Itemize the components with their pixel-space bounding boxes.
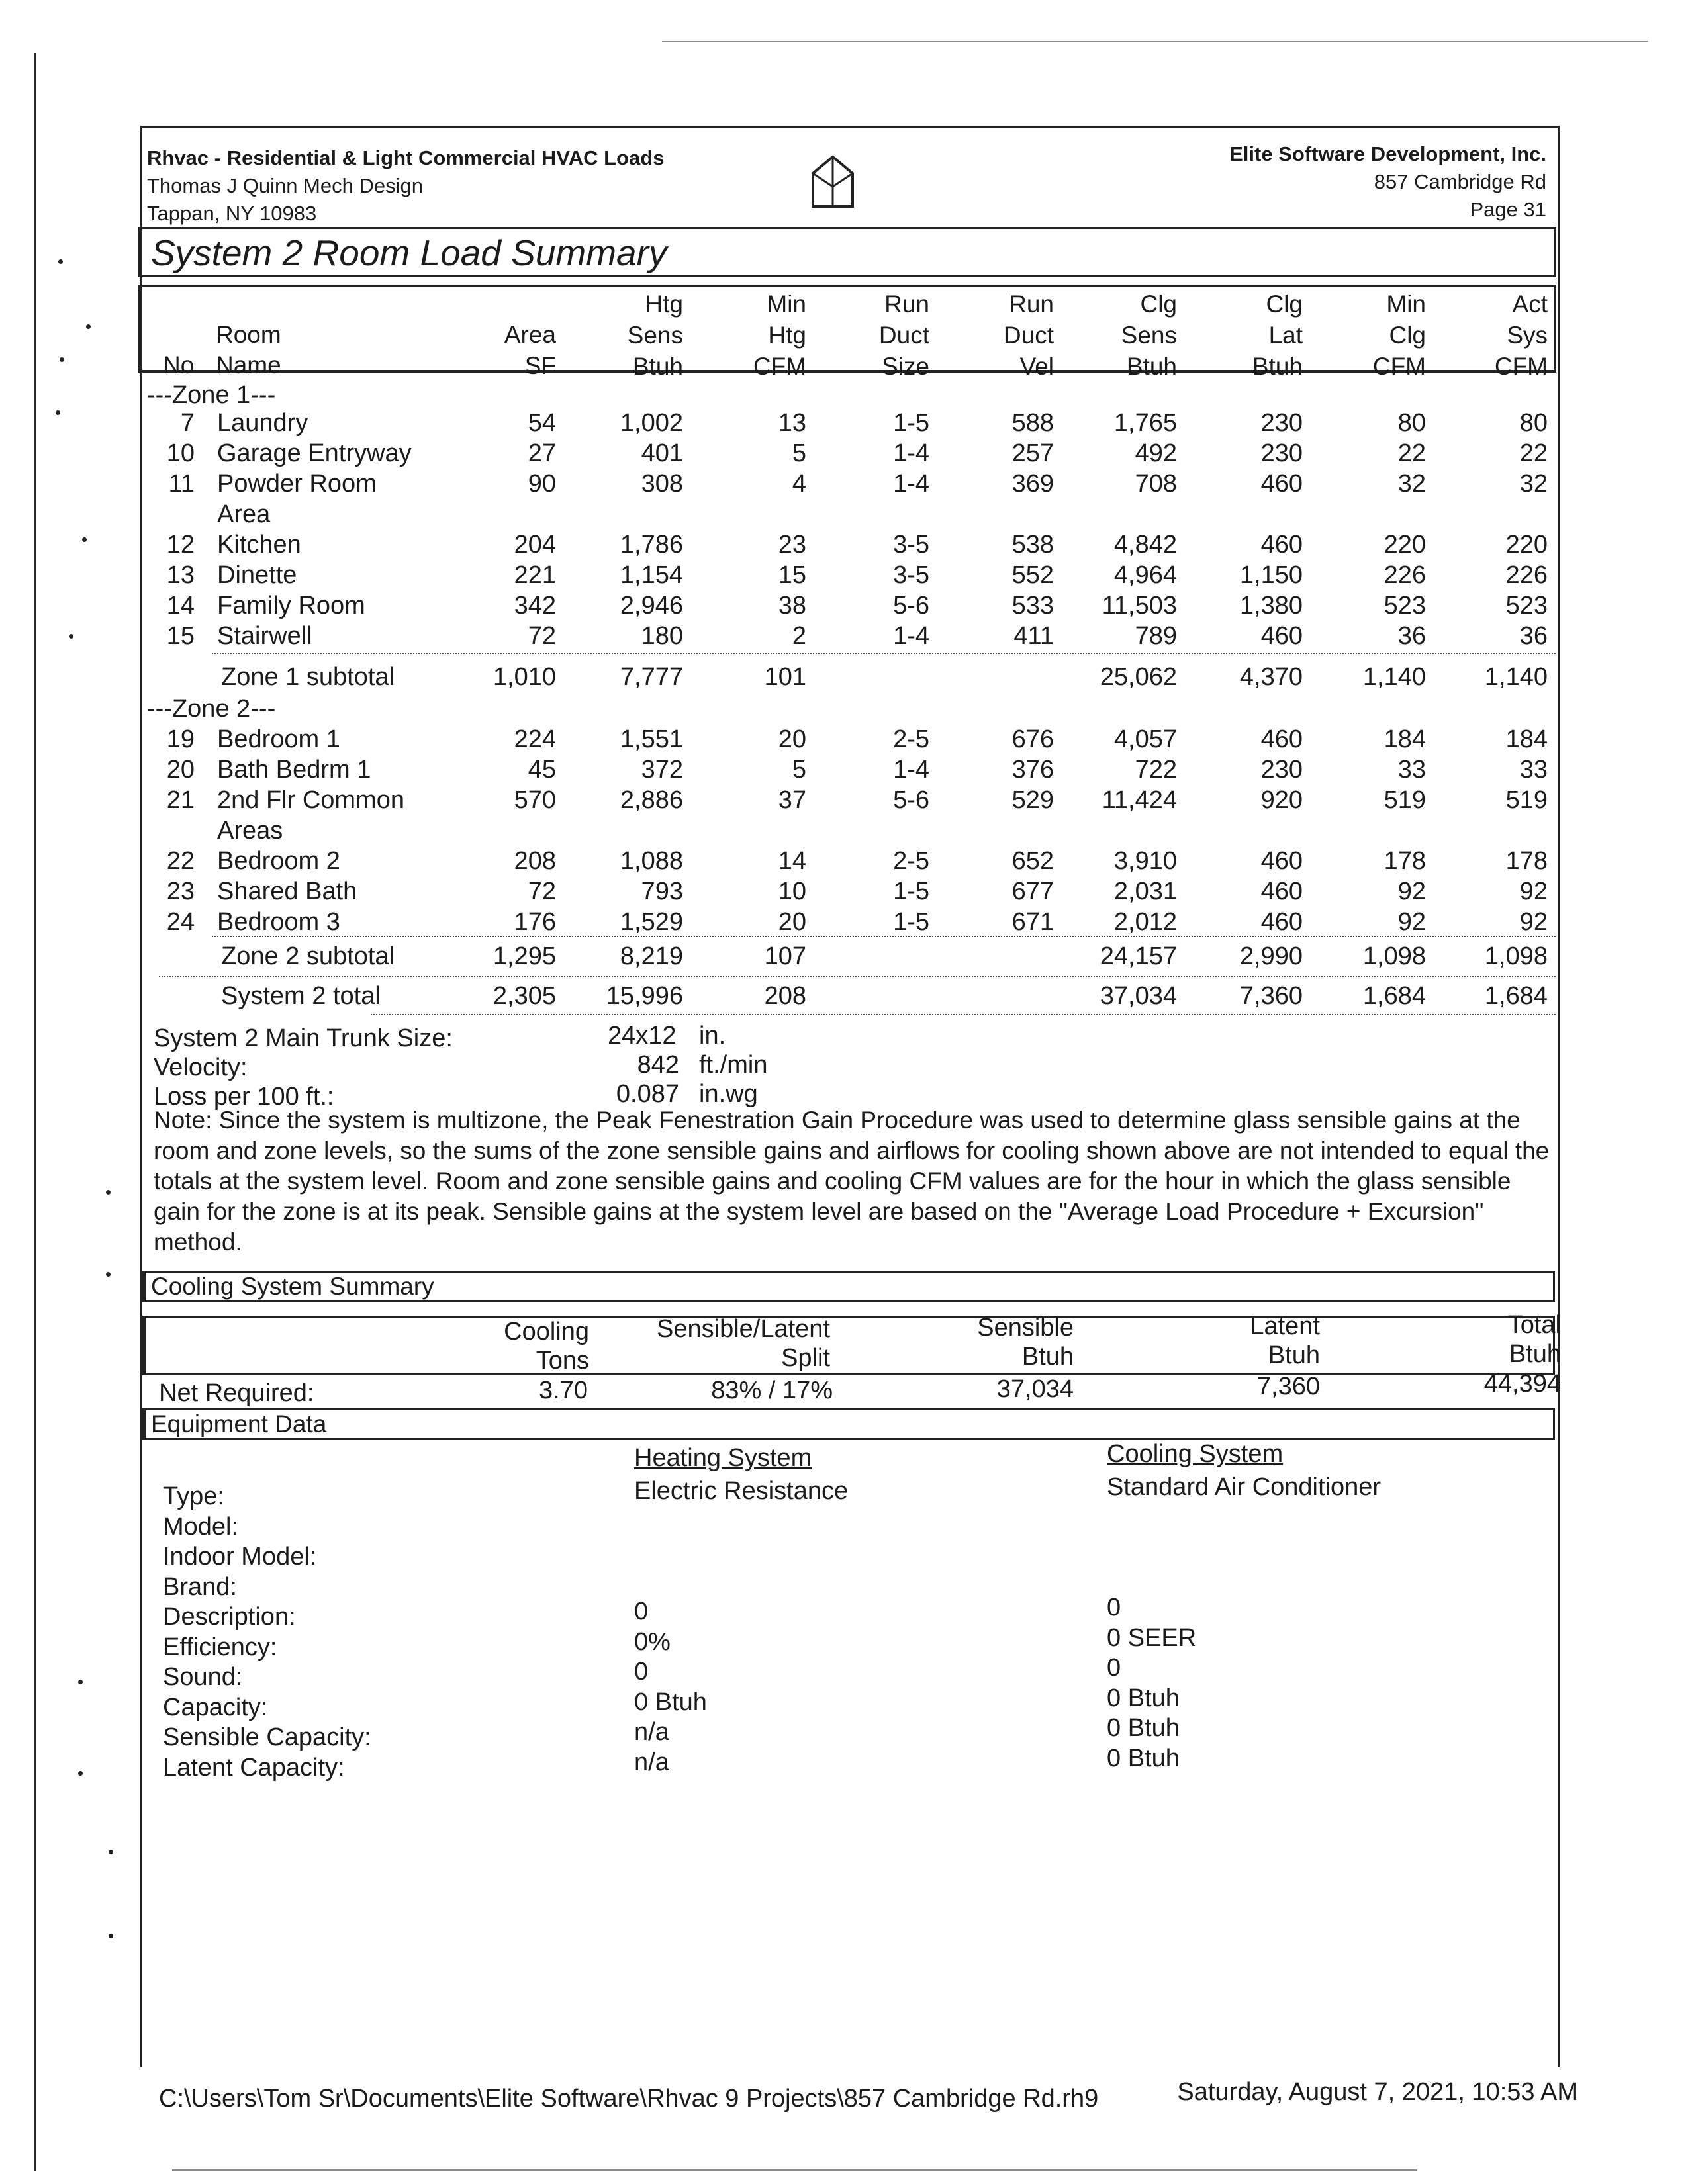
- cell-csens: 492: [1135, 439, 1177, 467]
- equipment-label: Efficiency:: [163, 1633, 277, 1661]
- sensible-header: Sensible Btuh: [977, 1314, 1074, 1371]
- cell-htg: 401: [641, 439, 683, 467]
- cell-minhtg: 23: [778, 531, 806, 559]
- cell-vel: 677: [1011, 878, 1054, 905]
- cell-act: 226: [1505, 561, 1548, 589]
- table-row: [0, 786, 1688, 817]
- heating-value: 0 Btuh: [634, 1688, 707, 1716]
- company-name: Thomas J Quinn Mech Design: [147, 174, 423, 197]
- row-label: Zone 2 subtotal: [221, 942, 395, 970]
- zone2-separator: [212, 936, 1556, 937]
- cell-htg: 180: [641, 622, 683, 650]
- net-sensible-value: 37,034: [996, 1375, 1074, 1403]
- equipment-label: Capacity:: [163, 1693, 268, 1721]
- col-htg-sens-header: Htg Sens Btuh: [627, 291, 683, 380]
- equipment-label: Brand:: [163, 1572, 237, 1601]
- cell-act: 80: [1519, 409, 1548, 437]
- cell-csens: 11,424: [1102, 786, 1177, 814]
- cell-csens: 2,031: [1113, 878, 1177, 905]
- cell-minclg: 1,684: [1362, 982, 1426, 1010]
- heating-value: 0: [634, 1658, 649, 1686]
- row-label: System 2 total: [221, 982, 381, 1010]
- col-area-header: Area SF: [504, 321, 556, 379]
- cell-vel: 257: [1011, 439, 1054, 467]
- scan-dot: [86, 324, 91, 329]
- scan-dot: [78, 1771, 83, 1776]
- cell-csens: 4,842: [1113, 531, 1177, 559]
- cell-minclg: 33: [1397, 756, 1426, 784]
- cell-csens: 3,910: [1113, 847, 1177, 875]
- room-number: 19: [166, 725, 195, 753]
- cell-htg: 1,154: [620, 561, 683, 589]
- table-row: [0, 622, 1688, 653]
- cell-vel: 411: [1013, 622, 1054, 650]
- table-row: [0, 663, 1688, 694]
- col-name-label: Name: [216, 351, 281, 379]
- cell-minclg: 32: [1397, 470, 1426, 498]
- scan-dot: [60, 357, 64, 362]
- room-name: Bedroom 2: [217, 847, 340, 875]
- cell-vel: 588: [1011, 409, 1054, 437]
- cell-csens: 11,503: [1102, 592, 1177, 619]
- room-number: 12: [166, 531, 195, 559]
- cell-act: 1,684: [1484, 982, 1548, 1010]
- cell-act: 33: [1519, 756, 1548, 784]
- cell-act: 22: [1519, 439, 1548, 467]
- cell-act: 36: [1519, 622, 1548, 650]
- cell-area: 90: [528, 470, 556, 498]
- column-header-box: [138, 285, 1556, 373]
- cell-clat: 230: [1260, 756, 1303, 784]
- loss-value: 0.087: [616, 1080, 679, 1108]
- cell-htg: 7,777: [620, 663, 683, 691]
- cell-area: 2,305: [492, 982, 556, 1010]
- cell-csens: 1,765: [1113, 409, 1177, 437]
- cell-minhtg: 20: [778, 725, 806, 753]
- equipment-label: Indoor Model:: [163, 1543, 317, 1570]
- cell-minhtg: 2: [792, 622, 806, 650]
- room-name: Kitchen: [217, 531, 301, 559]
- cell-minhtg: 5: [792, 756, 806, 784]
- scan-dot: [78, 1680, 83, 1684]
- zone2-label: ---Zone 2---: [147, 695, 276, 723]
- cell-minclg: 92: [1397, 908, 1426, 936]
- cell-minhtg: 10: [778, 878, 806, 905]
- print-timestamp: Saturday, August 7, 2021, 10:53 AM: [1177, 2078, 1578, 2106]
- row-label: Zone 1 subtotal: [221, 663, 395, 691]
- scan-top-line: [662, 41, 1648, 42]
- cooling-value: Standard Air Conditioner: [1107, 1473, 1382, 1501]
- cell-csens: 722: [1135, 756, 1177, 784]
- room-number: 23: [166, 878, 195, 905]
- vendor-address: 857 Cambridge Rd: [1374, 170, 1546, 193]
- trunk-size-value: 24x12: [608, 1022, 677, 1050]
- room-name-continued: Area: [217, 500, 271, 528]
- cooling-summary-box: [142, 1271, 1555, 1302]
- table-row: [0, 878, 1688, 908]
- cell-htg: 2,946: [620, 592, 683, 619]
- scan-dot: [58, 259, 63, 264]
- scan-dot: [106, 1190, 111, 1195]
- room-name: Bedroom 3: [217, 908, 340, 936]
- cell-clat: 1,150: [1239, 561, 1303, 589]
- cell-area: 224: [514, 725, 556, 753]
- cell-act: 1,140: [1484, 663, 1548, 691]
- cell-clat: 460: [1260, 622, 1303, 650]
- cell-minclg: 80: [1397, 409, 1426, 437]
- room-number: 13: [166, 561, 195, 589]
- col-run-duct-size-header: Run Duct Size: [878, 291, 929, 380]
- scan-dot: [109, 1934, 113, 1938]
- cell-minhtg: 107: [764, 942, 806, 970]
- equipment-data-title: Equipment Data: [151, 1410, 327, 1437]
- cooling-value: 0 Btuh: [1107, 1684, 1180, 1712]
- cell-clat: 4,370: [1239, 663, 1303, 691]
- cell-size: 1-5: [893, 908, 929, 936]
- cell-clat: 460: [1260, 470, 1303, 498]
- table-row: [0, 847, 1688, 878]
- cell-area: 204: [514, 531, 556, 559]
- cell-minhtg: 37: [778, 786, 806, 814]
- room-name: Powder Room: [217, 470, 377, 498]
- cell-size: 3-5: [893, 531, 929, 559]
- cooling-summary-header-box: [142, 1316, 1555, 1375]
- cell-area: 208: [514, 847, 556, 875]
- cell-minclg: 226: [1383, 561, 1426, 589]
- cell-minclg: 178: [1383, 847, 1426, 875]
- cell-minclg: 92: [1397, 878, 1426, 905]
- cell-minhtg: 20: [778, 908, 806, 936]
- cell-minclg: 519: [1383, 786, 1426, 814]
- cell-act: 32: [1519, 470, 1548, 498]
- room-name: Stairwell: [217, 622, 312, 650]
- cell-minhtg: 15: [778, 561, 806, 589]
- net-required-label: Net Required:: [159, 1379, 314, 1407]
- loss-unit: in.wg: [699, 1080, 758, 1108]
- cell-minclg: 220: [1383, 531, 1426, 559]
- scan-edge-line: [34, 53, 36, 2171]
- cell-clat: 920: [1260, 786, 1303, 814]
- room-name: Bath Bedrm 1: [217, 756, 371, 784]
- company-location: Tappan, NY 10983: [147, 202, 317, 225]
- cell-vel: 552: [1011, 561, 1054, 589]
- net-split-value: 83% / 17%: [711, 1377, 833, 1404]
- cell-area: 54: [528, 409, 556, 437]
- table-row: [0, 942, 1688, 973]
- cell-clat: 460: [1260, 847, 1303, 875]
- col-act-sys-header: Act Sys CFM: [1494, 291, 1548, 380]
- room-number: 11: [168, 470, 195, 498]
- room-name: Dinette: [217, 561, 297, 589]
- cell-act: 92: [1519, 878, 1548, 905]
- cell-minclg: 523: [1383, 592, 1426, 619]
- room-name-continued: Areas: [217, 817, 283, 844]
- cell-htg: 372: [641, 756, 683, 784]
- loss-label: Loss per 100 ft.:: [154, 1083, 334, 1111]
- cell-htg: 2,886: [620, 786, 683, 814]
- cell-csens: 708: [1135, 470, 1177, 498]
- cooling-system-title: Cooling System: [1107, 1440, 1284, 1468]
- heating-value: 0%: [634, 1627, 671, 1656]
- col-run-duct-vel-header: Run Duct Vel: [1003, 291, 1054, 380]
- room-name: 2nd Flr Common: [217, 786, 404, 814]
- cell-vel: 652: [1011, 847, 1054, 875]
- velocity-label: Velocity:: [154, 1054, 248, 1081]
- net-total-value: 44,394: [1483, 1370, 1561, 1398]
- total-header: Total Btuh: [1507, 1311, 1561, 1368]
- cooling-value: 0 Btuh: [1107, 1714, 1180, 1742]
- room-number: 7: [180, 409, 195, 437]
- page-title: System 2 Room Load Summary: [151, 232, 667, 273]
- heating-value: Electric Resistance: [634, 1477, 849, 1505]
- equipment-label: Sensible Capacity:: [163, 1723, 371, 1751]
- zone1-label: ---Zone 1---: [147, 381, 276, 409]
- cell-size: 5-6: [893, 592, 929, 619]
- table-row: [0, 439, 1688, 470]
- cell-vel: 676: [1011, 725, 1054, 753]
- cell-clat: 1,380: [1239, 592, 1303, 619]
- total-separator: [371, 1014, 1556, 1015]
- heating-value: 0: [634, 1598, 649, 1625]
- cell-htg: 793: [641, 878, 683, 905]
- cell-minclg: 184: [1383, 725, 1426, 753]
- cell-act: 220: [1505, 531, 1548, 559]
- cell-area: 221: [514, 561, 556, 589]
- cell-area: 27: [528, 439, 556, 467]
- heating-value: n/a: [634, 1718, 669, 1746]
- cell-csens: 24,157: [1100, 942, 1177, 970]
- net-tons-value: 3.70: [539, 1377, 588, 1404]
- cell-act: 523: [1505, 592, 1548, 619]
- col-min-htg-header: Min Htg CFM: [753, 291, 806, 380]
- house-logo-icon: [806, 154, 859, 213]
- cell-minclg: 1,098: [1362, 942, 1426, 970]
- cell-area: 1,295: [492, 942, 556, 970]
- cell-area: 1,010: [492, 663, 556, 691]
- equipment-data-box: [142, 1408, 1555, 1440]
- report-header-left: [147, 144, 664, 228]
- cell-htg: 1,786: [620, 531, 683, 559]
- room-name: Shared Bath: [217, 878, 357, 905]
- room-number: 15: [166, 622, 195, 650]
- cell-area: 342: [514, 592, 556, 619]
- cell-csens: 37,034: [1100, 982, 1177, 1010]
- col-clg-sens-header: Clg Sens Btuh: [1121, 291, 1177, 380]
- split-header: Sensible/Latent Split: [657, 1315, 830, 1372]
- col-room-label: Room: [216, 321, 281, 348]
- cell-vel: 376: [1011, 756, 1054, 784]
- cell-minclg: 1,140: [1362, 663, 1426, 691]
- cell-size: 5-6: [893, 786, 929, 814]
- cell-size: 3-5: [893, 561, 929, 589]
- cell-htg: 15,996: [606, 982, 683, 1010]
- cell-htg: 8,219: [620, 942, 683, 970]
- cell-vel: 369: [1011, 470, 1054, 498]
- cell-clat: 230: [1260, 409, 1303, 437]
- velocity-unit: ft./min: [699, 1051, 768, 1079]
- table-row: [0, 725, 1688, 756]
- trunk-size-unit: in.: [699, 1022, 726, 1050]
- cell-csens: 789: [1135, 622, 1177, 650]
- cell-htg: 1,002: [620, 409, 683, 437]
- cooling-value: 0: [1107, 1654, 1121, 1682]
- cell-csens: 25,062: [1100, 663, 1177, 691]
- cell-minhtg: 101: [764, 663, 806, 691]
- cell-act: 92: [1519, 908, 1548, 936]
- room-number: 22: [166, 847, 195, 875]
- cell-vel: 538: [1011, 531, 1054, 559]
- cell-area: 72: [528, 622, 556, 650]
- cell-size: 1-5: [893, 878, 929, 905]
- room-name: Family Room: [217, 592, 365, 619]
- table-row: [0, 982, 1688, 1013]
- cooling-value: 0 Btuh: [1107, 1744, 1180, 1772]
- cell-minhtg: 13: [778, 409, 806, 437]
- cooling-value: 0 SEER: [1107, 1623, 1197, 1652]
- cell-size: 1-4: [893, 622, 929, 650]
- heating-value: n/a: [634, 1748, 669, 1776]
- cell-clat: 460: [1260, 531, 1303, 559]
- cell-csens: 2,012: [1113, 908, 1177, 936]
- cell-htg: 1,088: [620, 847, 683, 875]
- cell-htg: 1,551: [620, 725, 683, 753]
- report-header-right: [1229, 140, 1546, 224]
- cell-area: 72: [528, 878, 556, 905]
- cell-size: 1-4: [893, 470, 929, 498]
- heating-system-title: Heating System: [634, 1444, 812, 1472]
- cell-vel: 529: [1011, 786, 1054, 814]
- cell-csens: 4,057: [1113, 725, 1177, 753]
- table-row: [0, 470, 1688, 500]
- cell-clat: 460: [1260, 725, 1303, 753]
- table-row: [0, 409, 1688, 439]
- cell-size: 2-5: [893, 725, 929, 753]
- cell-act: 178: [1505, 847, 1548, 875]
- equipment-label: Latent Capacity:: [163, 1753, 345, 1782]
- subtotal-separator: [159, 976, 1556, 977]
- table-row: [0, 756, 1688, 786]
- cooling-summary-title: Cooling System Summary: [151, 1273, 434, 1300]
- equipment-label: Type:: [163, 1482, 224, 1510]
- cell-vel: 533: [1011, 592, 1054, 619]
- cell-act: 519: [1505, 786, 1548, 814]
- cell-minhtg: 4: [792, 470, 806, 498]
- col-no-label: No: [163, 351, 195, 379]
- room-name: Bedroom 1: [217, 725, 340, 753]
- cell-size: 1-5: [893, 409, 929, 437]
- cell-area: 570: [514, 786, 556, 814]
- cell-minclg: 22: [1397, 439, 1426, 467]
- table-row: [0, 908, 1688, 938]
- cell-act: 1,098: [1484, 942, 1548, 970]
- app-name: Rhvac - Residential & Light Commercial HVAC Loads: [147, 146, 665, 169]
- zone1-separator: [212, 653, 1556, 654]
- col-min-clg-header: Min Clg CFM: [1372, 291, 1426, 380]
- cell-clat: 460: [1260, 908, 1303, 936]
- scan-dot: [106, 1272, 111, 1277]
- cell-minhtg: 14: [778, 847, 806, 875]
- equipment-label: Model:: [163, 1512, 239, 1541]
- cell-act: 184: [1505, 725, 1548, 753]
- room-name: Garage Entryway: [217, 439, 412, 467]
- room-name: Laundry: [217, 409, 308, 437]
- cell-size: 2-5: [893, 847, 929, 875]
- cell-clat: 460: [1260, 878, 1303, 905]
- cooling-tons-header: Cooling Tons: [504, 1318, 589, 1375]
- cell-csens: 4,964: [1113, 561, 1177, 589]
- cell-clat: 230: [1260, 439, 1303, 467]
- cell-area: 45: [528, 756, 556, 784]
- cell-minhtg: 208: [764, 982, 806, 1010]
- cooling-value: 0: [1107, 1594, 1121, 1621]
- cell-htg: 1,529: [620, 908, 683, 936]
- room-number: 24: [166, 908, 195, 936]
- cell-area: 176: [514, 908, 556, 936]
- room-number: 10: [166, 439, 195, 467]
- scan-bottom-line: [172, 2169, 1417, 2171]
- cell-size: 1-4: [893, 756, 929, 784]
- trunk-size-label: System 2 Main Trunk Size:: [154, 1024, 453, 1052]
- cell-clat: 2,990: [1239, 942, 1303, 970]
- net-latent-value: 7,360: [1256, 1373, 1320, 1400]
- table-row: [0, 531, 1688, 561]
- file-path: C:\Users\Tom Sr\Documents\Elite Software\Rhvac 9 Projects\857 Cambridge Rd.rh9: [159, 2085, 1099, 2113]
- equipment-label: Description:: [163, 1603, 296, 1631]
- scan-dot: [109, 1850, 113, 1854]
- cell-minhtg: 38: [778, 592, 806, 619]
- vendor-name: Elite Software Development, Inc.: [1229, 142, 1546, 165]
- room-number: 21: [166, 786, 195, 814]
- title-box: [138, 227, 1556, 277]
- cell-vel: 671: [1011, 908, 1054, 936]
- table-row: [0, 592, 1688, 622]
- page-number: Page 31: [1470, 198, 1546, 221]
- room-number: 20: [166, 756, 195, 784]
- equipment-label: Sound:: [163, 1663, 243, 1691]
- cell-minhtg: 5: [792, 439, 806, 467]
- cell-minclg: 36: [1397, 622, 1426, 650]
- table-row: [0, 561, 1688, 592]
- latent-header: Latent Btuh: [1250, 1312, 1320, 1369]
- col-clg-lat-header: Clg Lat Btuh: [1252, 291, 1303, 380]
- note-text: Note: Since the system is multizone, the Peak Fenestration Gain Procedure was used to determine glass sensible gains at the room and zone levels, so the sums of the zone sensible gains and airflows for cooling shown above are not intended to equal the totals at the system level. Room and zone sensible gains and cooling CFM values are for the hour in which the glass sensible gain for the zone is at its peak. Sensible gains at the system level are based on the "Average Load Procedure + Excursion" method.: [154, 1107, 1550, 1255]
- cell-htg: 308: [641, 470, 683, 498]
- velocity-value: 842: [637, 1051, 679, 1079]
- room-number: 14: [166, 592, 195, 619]
- cell-clat: 7,360: [1239, 982, 1303, 1010]
- cell-size: 1-4: [893, 439, 929, 467]
